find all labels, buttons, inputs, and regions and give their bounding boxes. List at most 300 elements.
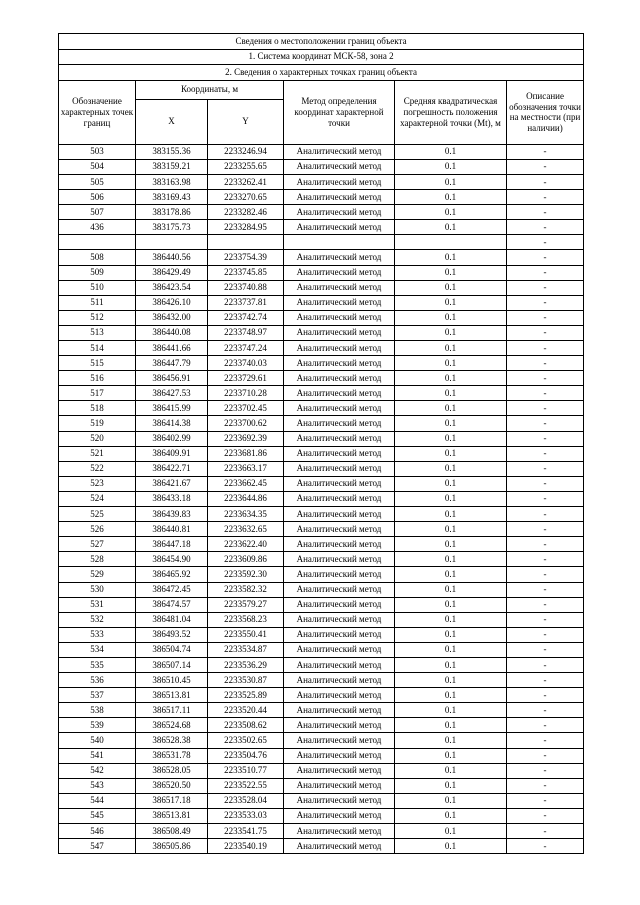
y-coordinate-cell: 2233710.28 xyxy=(208,386,284,401)
y-coordinate-cell: 2233510.77 xyxy=(208,763,284,778)
y-coordinate-cell: 2233592.30 xyxy=(208,567,284,582)
point-number-cell: 509 xyxy=(59,265,136,280)
description-cell: - xyxy=(507,446,584,461)
error-cell: 0.1 xyxy=(395,537,507,552)
method-cell: Аналитический метод xyxy=(284,386,395,401)
description-cell: - xyxy=(507,416,584,431)
x-coordinate-cell: 386456.91 xyxy=(136,371,208,386)
y-coordinate-cell: 2233662.45 xyxy=(208,476,284,491)
description-cell: - xyxy=(507,642,584,657)
description-cell: - xyxy=(507,371,584,386)
point-number-cell: 520 xyxy=(59,431,136,446)
description-cell: - xyxy=(507,235,584,250)
x-coordinate-cell xyxy=(136,235,208,250)
table-row xyxy=(59,597,584,612)
error-cell: 0.1 xyxy=(395,190,507,205)
error-cell: 0.1 xyxy=(395,673,507,688)
point-number-cell: 531 xyxy=(59,597,136,612)
boundary-points-table xyxy=(58,33,584,854)
description-cell: - xyxy=(507,250,584,265)
error-cell: 0.1 xyxy=(395,174,507,189)
error-cell: 0.1 xyxy=(395,703,507,718)
method-cell: Аналитический метод xyxy=(284,642,395,657)
x-coordinate-cell: 386472.45 xyxy=(136,582,208,597)
y-coordinate-cell: 2233700.62 xyxy=(208,416,284,431)
point-number-cell: 534 xyxy=(59,642,136,657)
method-cell: Аналитический метод xyxy=(284,174,395,189)
y-coordinate-cell: 2233533.03 xyxy=(208,808,284,823)
y-coordinate-cell: 2233528.04 xyxy=(208,793,284,808)
x-coordinate-cell: 383155.36 xyxy=(136,144,208,159)
error-cell: 0.1 xyxy=(395,491,507,506)
y-coordinate-cell: 2233541.75 xyxy=(208,824,284,839)
x-coordinate-cell: 383169.43 xyxy=(136,190,208,205)
error-cell: 0.1 xyxy=(395,310,507,325)
x-coordinate-cell: 386513.81 xyxy=(136,808,208,823)
table-row xyxy=(59,144,584,159)
method-cell: Аналитический метод xyxy=(284,748,395,763)
x-coordinate-cell: 386528.38 xyxy=(136,733,208,748)
table-row xyxy=(59,325,584,340)
description-cell: - xyxy=(507,431,584,446)
point-number-cell: 515 xyxy=(59,356,136,371)
description-cell: - xyxy=(507,386,584,401)
x-coordinate-cell: 386504.74 xyxy=(136,642,208,657)
method-cell: Аналитический метод xyxy=(284,567,395,582)
x-coordinate-cell: 386447.79 xyxy=(136,356,208,371)
description-cell: - xyxy=(507,612,584,627)
error-cell: 0.1 xyxy=(395,386,507,401)
method-cell: Аналитический метод xyxy=(284,310,395,325)
error-cell: 0.1 xyxy=(395,612,507,627)
point-number-cell: 543 xyxy=(59,778,136,793)
table-row xyxy=(59,461,584,476)
description-cell: - xyxy=(507,552,584,567)
error-cell: 0.1 xyxy=(395,416,507,431)
table-row xyxy=(59,733,584,748)
point-number-cell: 529 xyxy=(59,567,136,582)
method-cell: Аналитический метод xyxy=(284,597,395,612)
method-cell: Аналитический метод xyxy=(284,793,395,808)
method-cell: Аналитический метод xyxy=(284,612,395,627)
x-coordinate-cell: 386465.92 xyxy=(136,567,208,582)
y-coordinate-cell: 2233246.94 xyxy=(208,144,284,159)
point-number-cell: 521 xyxy=(59,446,136,461)
method-cell: Аналитический метод xyxy=(284,220,395,235)
description-cell: - xyxy=(507,205,584,220)
x-coordinate-cell: 386447.18 xyxy=(136,537,208,552)
table-row xyxy=(59,310,584,325)
y-coordinate-cell: 2233737.81 xyxy=(208,295,284,310)
point-number-cell: 536 xyxy=(59,673,136,688)
method-cell: Аналитический метод xyxy=(284,159,395,174)
method-cell: Аналитический метод xyxy=(284,718,395,733)
y-coordinate-cell: 2233536.29 xyxy=(208,657,284,672)
point-number-cell: 535 xyxy=(59,657,136,672)
point-number-cell: 546 xyxy=(59,824,136,839)
error-cell: 0.1 xyxy=(395,824,507,839)
y-coordinate-cell: 2233508.62 xyxy=(208,718,284,733)
table-row xyxy=(59,416,584,431)
description-cell: - xyxy=(507,159,584,174)
x-coordinate-cell: 383163.98 xyxy=(136,174,208,189)
y-coordinate-cell xyxy=(208,235,284,250)
method-cell: Аналитический метод xyxy=(284,522,395,537)
table-row xyxy=(59,703,584,718)
x-coordinate-cell: 386441.66 xyxy=(136,341,208,356)
error-cell: 0.1 xyxy=(395,642,507,657)
description-cell: - xyxy=(507,280,584,295)
table-row xyxy=(59,280,584,295)
point-number-cell: 517 xyxy=(59,386,136,401)
method-cell: Аналитический метод xyxy=(284,265,395,280)
description-cell: - xyxy=(507,356,584,371)
error-cell: 0.1 xyxy=(395,280,507,295)
error-cell: 0.1 xyxy=(395,220,507,235)
header-point: Обозначение характерных точек границ xyxy=(59,80,136,144)
x-coordinate-cell: 386432.00 xyxy=(136,310,208,325)
x-coordinate-cell: 386402.99 xyxy=(136,431,208,446)
method-cell xyxy=(284,235,395,250)
x-coordinate-cell: 383175.73 xyxy=(136,220,208,235)
method-cell: Аналитический метод xyxy=(284,839,395,854)
x-coordinate-cell: 386531.78 xyxy=(136,748,208,763)
error-cell: 0.1 xyxy=(395,718,507,733)
table-row xyxy=(59,778,584,793)
x-coordinate-cell: 383178.86 xyxy=(136,205,208,220)
point-number-cell: 541 xyxy=(59,748,136,763)
point-number-cell: 545 xyxy=(59,808,136,823)
table-row xyxy=(59,220,584,235)
x-coordinate-cell: 386440.08 xyxy=(136,325,208,340)
error-cell: 0.1 xyxy=(395,341,507,356)
error-cell: 0.1 xyxy=(395,688,507,703)
method-cell: Аналитический метод xyxy=(284,250,395,265)
error-cell: 0.1 xyxy=(395,371,507,386)
method-cell: Аналитический метод xyxy=(284,461,395,476)
y-coordinate-cell: 2233702.45 xyxy=(208,401,284,416)
header-description: Описание обозначения точки на местности (при наличии) xyxy=(507,80,584,144)
error-cell: 0.1 xyxy=(395,567,507,582)
x-coordinate-cell: 383159.21 xyxy=(136,159,208,174)
point-number-cell: 524 xyxy=(59,491,136,506)
x-coordinate-cell: 386429.49 xyxy=(136,265,208,280)
description-cell: - xyxy=(507,537,584,552)
table-row xyxy=(59,763,584,778)
y-coordinate-cell: 2233540.19 xyxy=(208,839,284,854)
y-coordinate-cell: 2233550.41 xyxy=(208,627,284,642)
table-row xyxy=(59,431,584,446)
x-coordinate-cell: 386433.18 xyxy=(136,491,208,506)
point-number-cell: 539 xyxy=(59,718,136,733)
description-cell: - xyxy=(507,597,584,612)
y-coordinate-cell: 2233634.35 xyxy=(208,507,284,522)
point-number-cell: 542 xyxy=(59,763,136,778)
table-row xyxy=(59,190,584,205)
x-coordinate-cell: 386440.81 xyxy=(136,522,208,537)
table-row xyxy=(59,582,584,597)
method-cell: Аналитический метод xyxy=(284,657,395,672)
x-coordinate-cell: 386439.83 xyxy=(136,507,208,522)
x-coordinate-cell: 386507.14 xyxy=(136,657,208,672)
error-cell: 0.1 xyxy=(395,507,507,522)
table-row xyxy=(59,341,584,356)
y-coordinate-cell: 2233609.86 xyxy=(208,552,284,567)
x-coordinate-cell: 386414.38 xyxy=(136,416,208,431)
table-row xyxy=(59,265,584,280)
error-cell: 0.1 xyxy=(395,461,507,476)
point-number-cell: 513 xyxy=(59,325,136,340)
point-number-cell: 512 xyxy=(59,310,136,325)
header-x: X xyxy=(136,99,208,144)
method-cell: Аналитический метод xyxy=(284,371,395,386)
error-cell: 0.1 xyxy=(395,627,507,642)
point-number-cell: 544 xyxy=(59,793,136,808)
error-cell: 0.1 xyxy=(395,778,507,793)
error-cell: 0.1 xyxy=(395,597,507,612)
description-cell: - xyxy=(507,491,584,506)
point-number-cell: 525 xyxy=(59,507,136,522)
error-cell: 0.1 xyxy=(395,748,507,763)
y-coordinate-cell: 2233644.86 xyxy=(208,491,284,506)
y-coordinate-cell: 2233255.65 xyxy=(208,159,284,174)
x-coordinate-cell: 386440.56 xyxy=(136,250,208,265)
y-coordinate-cell: 2233754.39 xyxy=(208,250,284,265)
method-cell: Аналитический метод xyxy=(284,688,395,703)
error-cell: 0.1 xyxy=(395,476,507,491)
error-cell: 0.1 xyxy=(395,265,507,280)
description-cell: - xyxy=(507,265,584,280)
description-cell: - xyxy=(507,673,584,688)
point-number-cell: 526 xyxy=(59,522,136,537)
y-coordinate-cell: 2233747.24 xyxy=(208,341,284,356)
table-row xyxy=(59,507,584,522)
error-cell: 0.1 xyxy=(395,144,507,159)
y-coordinate-cell: 2233579.27 xyxy=(208,597,284,612)
description-cell: - xyxy=(507,793,584,808)
point-number-cell: 532 xyxy=(59,612,136,627)
y-coordinate-cell: 2233729.61 xyxy=(208,371,284,386)
method-cell: Аналитический метод xyxy=(284,673,395,688)
y-coordinate-cell: 2233568.23 xyxy=(208,612,284,627)
y-coordinate-cell: 2233502.65 xyxy=(208,733,284,748)
header-error: Средняя квадратическая погрешность положения характерной точки (Mt), м xyxy=(395,80,507,144)
method-cell: Аналитический метод xyxy=(284,295,395,310)
table-row xyxy=(59,386,584,401)
method-cell: Аналитический метод xyxy=(284,552,395,567)
x-coordinate-cell: 386421.67 xyxy=(136,476,208,491)
table-row xyxy=(59,688,584,703)
method-cell: Аналитический метод xyxy=(284,808,395,823)
error-cell: 0.1 xyxy=(395,401,507,416)
point-number-cell: 504 xyxy=(59,159,136,174)
header-y: Y xyxy=(208,99,284,144)
error-cell: 0.1 xyxy=(395,205,507,220)
table-body xyxy=(59,144,584,853)
point-number-cell: 510 xyxy=(59,280,136,295)
description-cell: - xyxy=(507,174,584,189)
error-cell: 0.1 xyxy=(395,733,507,748)
error-cell: 0.1 xyxy=(395,159,507,174)
y-coordinate-cell: 2233748.97 xyxy=(208,325,284,340)
x-coordinate-cell: 386427.53 xyxy=(136,386,208,401)
x-coordinate-cell: 386415.99 xyxy=(136,401,208,416)
point-number-cell: 530 xyxy=(59,582,136,597)
y-coordinate-cell: 2233740.03 xyxy=(208,356,284,371)
point-number-cell: 522 xyxy=(59,461,136,476)
error-cell: 0.1 xyxy=(395,431,507,446)
x-coordinate-cell: 386474.57 xyxy=(136,597,208,612)
point-number-cell xyxy=(59,235,136,250)
description-cell: - xyxy=(507,748,584,763)
description-cell: - xyxy=(507,688,584,703)
error-cell: 0.1 xyxy=(395,808,507,823)
description-cell: - xyxy=(507,733,584,748)
document-title: Сведения о местоположении границ объекта xyxy=(59,34,584,50)
x-coordinate-cell: 386481.04 xyxy=(136,612,208,627)
description-cell: - xyxy=(507,507,584,522)
table-row xyxy=(59,808,584,823)
error-cell: 0.1 xyxy=(395,839,507,854)
description-cell: - xyxy=(507,220,584,235)
point-number-cell: 508 xyxy=(59,250,136,265)
table-row xyxy=(59,476,584,491)
table-row xyxy=(59,824,584,839)
y-coordinate-cell: 2233530.87 xyxy=(208,673,284,688)
characteristic-points-heading: 2. Сведения о характерных точках границ объекта xyxy=(59,65,584,81)
x-coordinate-cell: 386524.68 xyxy=(136,718,208,733)
point-number-cell: 547 xyxy=(59,839,136,854)
point-number-cell: 523 xyxy=(59,476,136,491)
x-coordinate-cell: 386493.52 xyxy=(136,627,208,642)
point-number-cell: 527 xyxy=(59,537,136,552)
description-cell: - xyxy=(507,808,584,823)
point-number-cell: 519 xyxy=(59,416,136,431)
table-row xyxy=(59,295,584,310)
table-row xyxy=(59,159,584,174)
description-cell: - xyxy=(507,703,584,718)
point-number-cell: 516 xyxy=(59,371,136,386)
y-coordinate-cell: 2233525.89 xyxy=(208,688,284,703)
table-row xyxy=(59,642,584,657)
description-cell: - xyxy=(507,476,584,491)
x-coordinate-cell: 386528.05 xyxy=(136,763,208,778)
y-coordinate-cell: 2233522.55 xyxy=(208,778,284,793)
header-coordinates: Координаты, м xyxy=(136,80,284,99)
description-cell: - xyxy=(507,627,584,642)
point-number-cell: 511 xyxy=(59,295,136,310)
description-cell: - xyxy=(507,190,584,205)
method-cell: Аналитический метод xyxy=(284,356,395,371)
method-cell: Аналитический метод xyxy=(284,763,395,778)
method-cell: Аналитический метод xyxy=(284,733,395,748)
table-row xyxy=(59,491,584,506)
description-cell: - xyxy=(507,522,584,537)
y-coordinate-cell: 2233282.46 xyxy=(208,205,284,220)
method-cell: Аналитический метод xyxy=(284,627,395,642)
x-coordinate-cell: 386422.71 xyxy=(136,461,208,476)
method-cell: Аналитический метод xyxy=(284,325,395,340)
method-cell: Аналитический метод xyxy=(284,476,395,491)
point-number-cell: 538 xyxy=(59,703,136,718)
description-cell: - xyxy=(507,295,584,310)
x-coordinate-cell: 386517.11 xyxy=(136,703,208,718)
description-cell: - xyxy=(507,763,584,778)
point-number-cell: 505 xyxy=(59,174,136,189)
description-cell: - xyxy=(507,839,584,854)
error-cell: 0.1 xyxy=(395,356,507,371)
table-row xyxy=(59,371,584,386)
method-cell: Аналитический метод xyxy=(284,446,395,461)
method-cell: Аналитический метод xyxy=(284,144,395,159)
error-cell: 0.1 xyxy=(395,793,507,808)
description-cell: - xyxy=(507,461,584,476)
error-cell: 0.1 xyxy=(395,325,507,340)
y-coordinate-cell: 2233745.85 xyxy=(208,265,284,280)
point-number-cell: 506 xyxy=(59,190,136,205)
description-cell: - xyxy=(507,310,584,325)
error-cell xyxy=(395,235,507,250)
table-row xyxy=(59,748,584,763)
x-coordinate-cell: 386520.50 xyxy=(136,778,208,793)
table-row xyxy=(59,401,584,416)
table-row xyxy=(59,718,584,733)
x-coordinate-cell: 386513.81 xyxy=(136,688,208,703)
y-coordinate-cell: 2233504.76 xyxy=(208,748,284,763)
description-cell: - xyxy=(507,778,584,793)
point-number-cell: 540 xyxy=(59,733,136,748)
y-coordinate-cell: 2233520.44 xyxy=(208,703,284,718)
x-coordinate-cell: 386454.90 xyxy=(136,552,208,567)
error-cell: 0.1 xyxy=(395,446,507,461)
method-cell: Аналитический метод xyxy=(284,190,395,205)
method-cell: Аналитический метод xyxy=(284,582,395,597)
x-coordinate-cell: 386508.49 xyxy=(136,824,208,839)
table-row xyxy=(59,235,584,250)
y-coordinate-cell: 2233692.39 xyxy=(208,431,284,446)
error-cell: 0.1 xyxy=(395,522,507,537)
y-coordinate-cell: 2233534.87 xyxy=(208,642,284,657)
table-row xyxy=(59,552,584,567)
point-number-cell: 533 xyxy=(59,627,136,642)
description-cell: - xyxy=(507,657,584,672)
method-cell: Аналитический метод xyxy=(284,824,395,839)
point-number-cell: 514 xyxy=(59,341,136,356)
error-cell: 0.1 xyxy=(395,295,507,310)
x-coordinate-cell: 386510.45 xyxy=(136,673,208,688)
description-cell: - xyxy=(507,718,584,733)
point-number-cell: 436 xyxy=(59,220,136,235)
table-row xyxy=(59,522,584,537)
error-cell: 0.1 xyxy=(395,552,507,567)
coordinate-system-heading: 1. Система координат МСК-58, зона 2 xyxy=(59,49,584,65)
point-number-cell: 537 xyxy=(59,688,136,703)
point-number-cell: 503 xyxy=(59,144,136,159)
description-cell: - xyxy=(507,144,584,159)
point-number-cell: 518 xyxy=(59,401,136,416)
table-row xyxy=(59,356,584,371)
error-cell: 0.1 xyxy=(395,250,507,265)
y-coordinate-cell: 2233663.17 xyxy=(208,461,284,476)
method-cell: Аналитический метод xyxy=(284,416,395,431)
x-coordinate-cell: 386423.54 xyxy=(136,280,208,295)
x-coordinate-cell: 386409.91 xyxy=(136,446,208,461)
method-cell: Аналитический метод xyxy=(284,703,395,718)
method-cell: Аналитический метод xyxy=(284,431,395,446)
description-cell: - xyxy=(507,824,584,839)
method-cell: Аналитический метод xyxy=(284,401,395,416)
y-coordinate-cell: 2233622.40 xyxy=(208,537,284,552)
